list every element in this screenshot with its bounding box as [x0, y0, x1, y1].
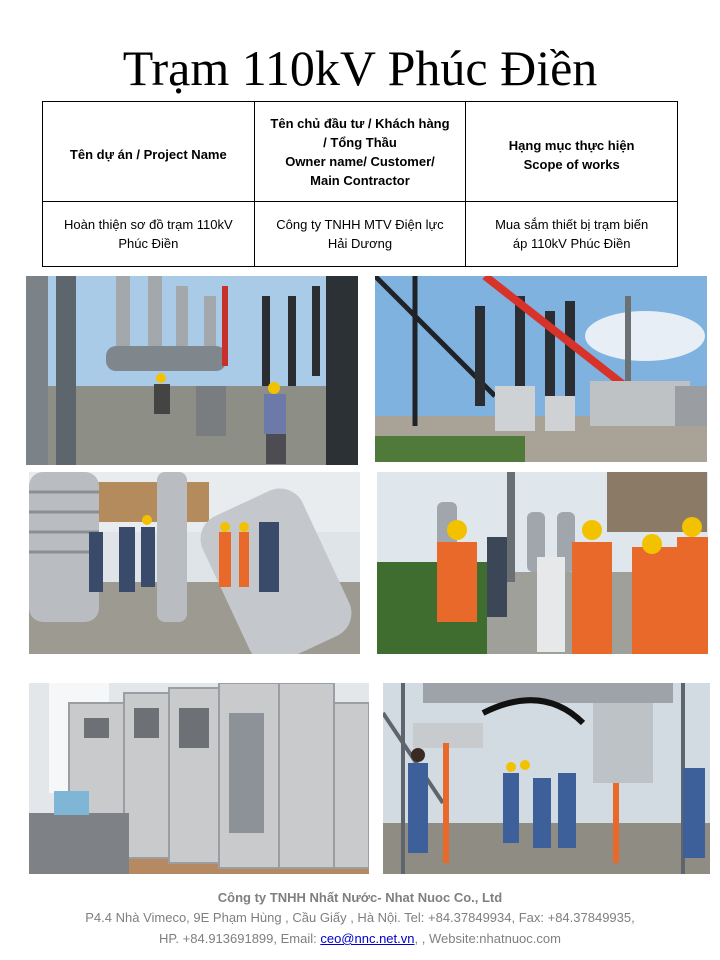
value-project-line2: Phúc Điền: [118, 236, 179, 251]
value-project-line1: Hoàn thiện sơ đồ trạm 110kV: [63, 217, 233, 232]
value-owner-line1: Công ty TNHH MTV Điện lực: [276, 217, 444, 232]
footer-website: , , Website:nhatnuoc.com: [414, 931, 561, 946]
table-value-row: [43, 202, 678, 267]
value-scope-line1: Mua sắm thiết bị trạm biến: [495, 217, 649, 232]
header-scope-line1: Hạng mục thực hiện: [508, 137, 635, 153]
header-scope: [466, 102, 678, 202]
photo-crane-installation: [375, 276, 707, 462]
header-owner-name: [254, 102, 466, 202]
header-owner-line4: Main Contractor: [310, 172, 410, 188]
table-header-row: [43, 102, 678, 202]
photo-workers-inspection: [377, 472, 708, 654]
value-scope: [466, 202, 678, 267]
value-project-name: [43, 202, 255, 267]
footer-phone: HP. +84.913691899, Email:: [159, 931, 321, 946]
header-owner-line3: Owner name/ Customer/: [285, 153, 435, 169]
footer-address: P4.4 Nhà Vimeco, 9E Phạm Hùng , Cầu Giấy , Hà Nội. Tel: +84.37849934, Fax: +84.37849935,: [85, 910, 635, 925]
value-owner-name: [254, 202, 466, 267]
photo-insulator-group: [29, 472, 360, 654]
value-owner-line2: Hải Dương: [327, 236, 393, 251]
page-title: Trạm 110kV Phúc Điền: [122, 40, 598, 96]
header-scope-line2: Scope of works: [523, 156, 620, 172]
footer: [0, 888, 720, 949]
header-owner-line2: / Tổng Thầu: [323, 134, 397, 150]
project-info-table: [42, 101, 678, 267]
header-project-name: [43, 102, 255, 202]
photo-switchgear-inspection: [26, 276, 358, 465]
footer-contact: [0, 929, 720, 949]
header-project-text: Tên dự án / Project Name: [69, 147, 227, 162]
photo-outdoor-cabinet: [383, 683, 710, 874]
value-scope-line2: áp 110kV Phúc Điền: [512, 236, 631, 251]
header-owner-line1: Tên chủ đầu tư / Khách hàng: [270, 115, 450, 131]
footer-email-link[interactable]: ceo@nnc.net.vn: [320, 931, 415, 946]
photo-control-room-panels: [29, 683, 369, 874]
footer-company: Công ty TNHH Nhất Nước- Nhat Nuoc Co., Ltd: [217, 890, 503, 905]
